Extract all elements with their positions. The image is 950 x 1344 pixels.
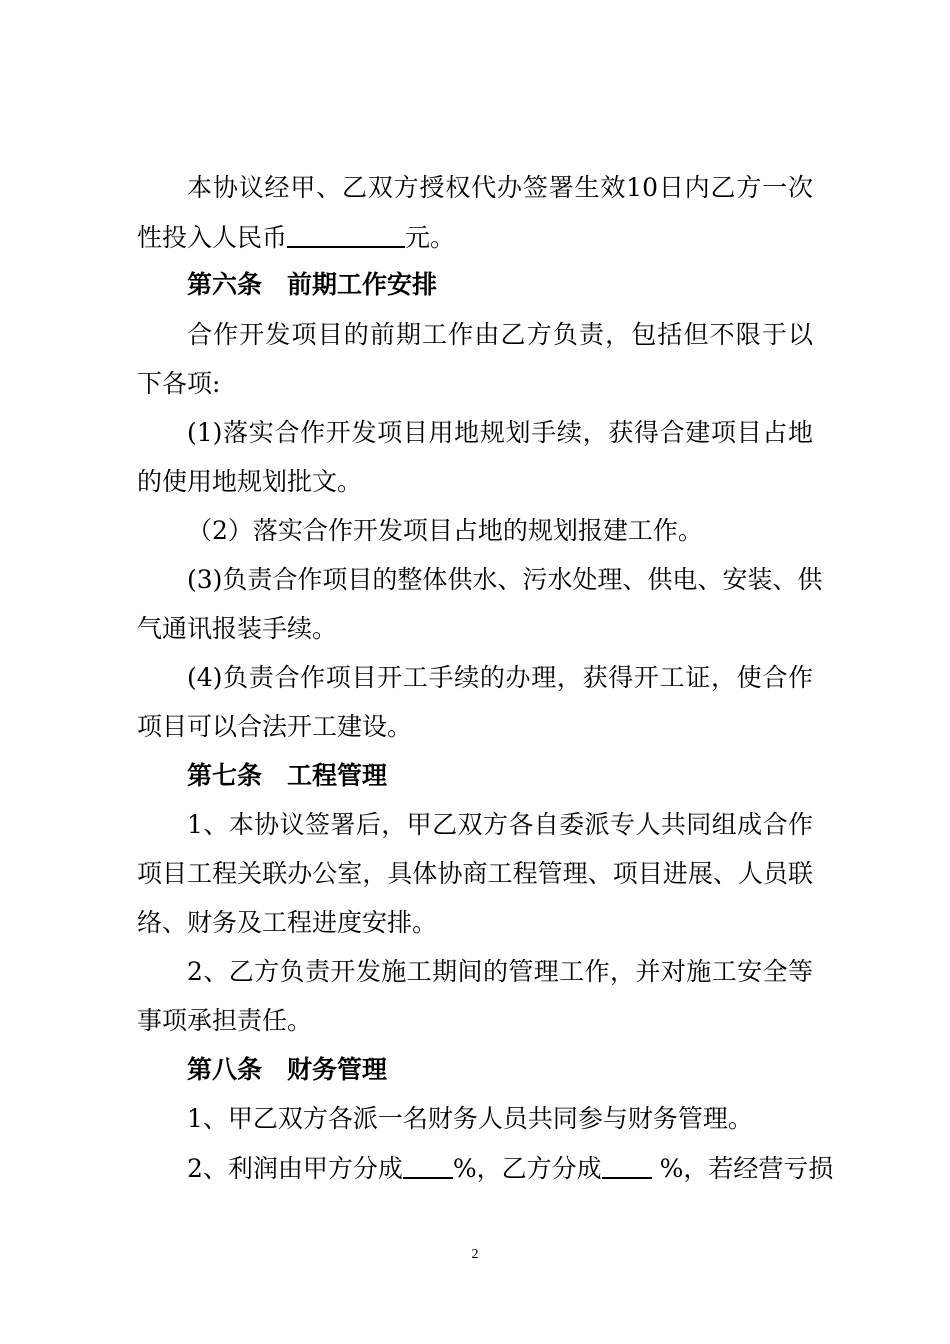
percentage-blank xyxy=(602,1153,652,1179)
paragraph-line: 合作开发项目的前期工作由乙方负责，包括但不限于以 xyxy=(187,320,813,349)
paragraph-line xyxy=(137,222,455,253)
text-fragment: 元。 xyxy=(405,223,456,252)
paragraph-line: 下各项: xyxy=(137,369,221,398)
paragraph-line: 络、财务及工程进度安排。 xyxy=(137,908,438,937)
paragraph-line: 项目可以合法开工建设。 xyxy=(137,712,413,741)
paragraph-line: 2、乙方负责开发施工期间的管理工作，并对施工安全等 xyxy=(187,957,813,986)
text-fragment: 性投入人民币 xyxy=(137,223,288,252)
text-fragment: %，若经营亏损 xyxy=(651,1154,834,1183)
paragraph-line: 气通讯报装手续。 xyxy=(137,614,338,643)
paragraph-line: 项目工程关联办公室，具体协商工程管理、项目进展、人员联 xyxy=(137,859,813,888)
page-number: 2 xyxy=(471,1247,479,1262)
paragraph-line: 1、本协议签署后，甲乙双方各自委派专人共同组成合作 xyxy=(187,810,813,839)
text-fragment: 2、利润由甲方分成 xyxy=(187,1154,403,1183)
paragraph-line: (4)负责合作项目开工手续的办理，获得开工证，使合作 xyxy=(187,663,813,692)
article-7-heading: 第七条 工程管理 xyxy=(187,761,388,790)
paragraph-line: (1)落实合作开发项目用地规划手续，获得合建项目占地 xyxy=(187,418,813,447)
paragraph-line: （2）落实合作开发项目占地的规划报建工作。 xyxy=(187,516,703,545)
paragraph-line: 事项承担责任。 xyxy=(137,1006,313,1035)
paragraph-line xyxy=(187,1153,833,1184)
article-6-heading: 第六条 前期工作安排 xyxy=(187,270,438,299)
paragraph-line: (3)负责合作项目的整体供水、污水处理、供电、安装、供 xyxy=(187,565,823,594)
paragraph-line: 本协议经甲、乙双方授权代办签署生效10日内乙方一次 xyxy=(187,173,813,202)
amount-blank xyxy=(287,222,405,248)
paragraph-line: 1、甲乙双方各派一名财务人员共同参与财务管理。 xyxy=(187,1104,753,1133)
percentage-blank xyxy=(403,1153,453,1179)
text-fragment: %，乙方分成 xyxy=(452,1154,602,1183)
paragraph-line: 的使用地规划批文。 xyxy=(137,467,363,496)
article-8-heading: 第八条 财务管理 xyxy=(187,1055,388,1084)
